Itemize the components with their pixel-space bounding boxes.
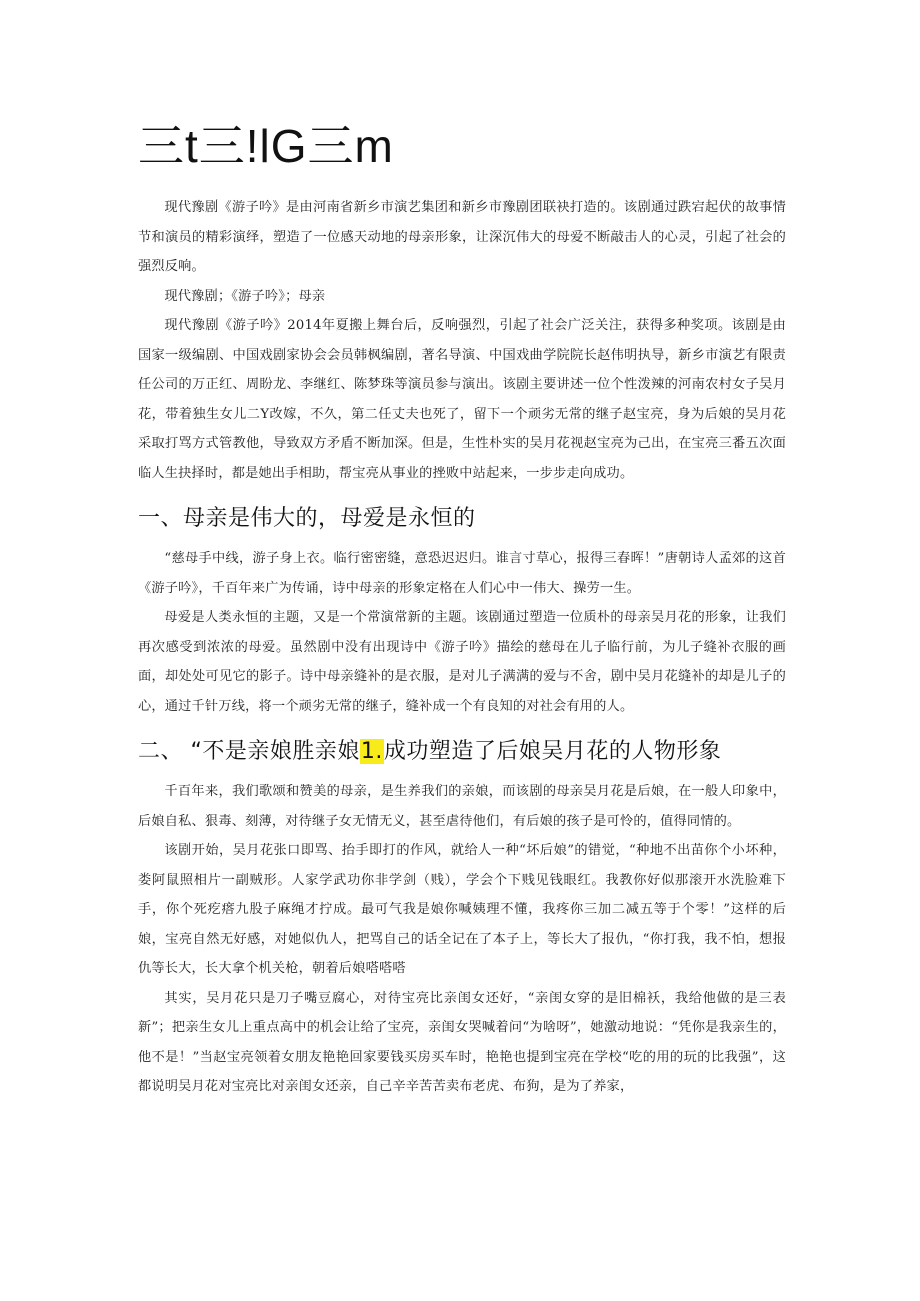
section-1-paragraph-2: 母爱是人类永恒的主题，又是一个常演常新的主题。该剧通过塑造一位质朴的母亲吴月花的形象，让我们再次感受到浓浓的母爱。虽然剧中没有出现诗中《游子吟》描绘的慈母在儿子临行前，为儿子缝补衣服的画面，却处处可见它的影子。诗中母亲缝补的是衣服，是对儿子满满的爱与不舍，剧中吴月花缝补的却是儿子的心，通过千针万线，将一个顽劣无常的继子，缝补成一个有良知的对社会有用的人。 xyxy=(138,610,786,714)
section-2-paragraph-3: 其实，吴月花只是刀子嘴豆腐心，对待宝亮比亲闺女还好，“亲闺女穿的是旧棉袄，我给他做的是三表新”；把亲生女儿上重点高中的机会让给了宝亮，亲闺女哭喊着问“为啥呀”，她激动地说：“凭你是我亲生的，他不是！”当赵宝亮领着女朋友艳艳回家要钱买房买车时，艳艳也提到宝亮在学校“吃的用的玩的比我强”，这都说明吴月花对宝亮比对亲闺女还亲，自己辛辛苦苦卖布老虎、布狗，是为了养家， xyxy=(138,990,786,1094)
section-1-heading: 一、母亲是伟大的，母爱是永恒的 xyxy=(138,506,476,531)
highlight-mark: 1. xyxy=(360,739,383,764)
document-title: 三t三!lG三m xyxy=(138,120,394,172)
section-2-paragraph-1: 千百年来，我们歌颂和赞美的母亲，是生养我们的亲娘，而该剧的母亲吴月花是后娘，在一般人印象中，后娘自私、狠毒、刻薄，对待继子女无情无义，甚至虐待他们，有后娘的孩子是可怜的，值得同情的。 xyxy=(138,784,786,829)
section-2-heading xyxy=(138,735,786,769)
document-body xyxy=(138,193,786,1102)
section-2-heading-post: 成功塑造了后娘吴月花的人物形象 xyxy=(383,739,722,764)
section-1-paragraph-1: “慈母手中线，游子身上衣。临行密密缝，意恐迟迟归。谁言寸草心，报得三春晖！”唐朝诗人孟郊的这首《游子吟》，千百年来广为传诵，诗中母亲的形象定格在人们心中一伟大、操劳一生。 xyxy=(138,551,786,596)
abstract-paragraph: 现代豫剧《游子吟》是由河南省新乡市演艺集团和新乡市豫剧团联袂打造的。该剧通过跌宕起伏的故事情节和演员的精彩演绎，塑造了一位感天动地的母亲形象，让深沉伟大的母爱不断敲击人的心灵，引起了社会的强烈反响。 xyxy=(138,200,786,274)
section-2-heading-pre: 二、 “不是亲娘胜亲娘 xyxy=(138,739,360,764)
intro-paragraph: 现代豫剧《游子吟》2014年夏搬上舞台后，反响强烈，引起了社会广泛关注，获得多种奖项。该剧是由国家一级编剧、中国戏剧家协会会员韩枫编剧，著名导演、中国戏曲学院院长赵伟明执导，新乡市演艺有限责任公司的万正红、周盼龙、李继红、陈梦珠等演员参与演出。该剧主要讲述一位个性泼辣的河南农村女子吴月花，带着独生女儿二Y改嫁，不久，第二任丈夫也死了，留下一个顽劣无常的继子赵宝亮，身为后娘的吴月花采取打骂方式管教他，导致双方矛盾不断加深。但是，生性朴实的吴月花视赵宝亮为己出，在宝亮三番五次面临人生抉择时，都是她出手相助，帮宝亮从事业的挫败中站起来，一步步走向成功。 xyxy=(138,318,786,481)
keywords-paragraph: 现代豫剧；《游子吟》；母亲 xyxy=(164,288,326,304)
section-2-paragraph-2: 该剧开始，吴月花张口即骂、抬手即打的作风，就给人一种“坏后娘”的错觉，“种地不出苗你个小坏种，娄阿鼠照相片一副贼形。人家学武功你非学剑（贱），学会个下贱见钱眼红。我教你好似那滚开水洗脸难下手，你个死疙瘩九股子麻绳才拧成。最可气我是娘你喊姨理不懂，我疼你三加二减五等于个零！”这样的后娘，宝亮自然无好感，对她似仇人，把骂自己的话全记在了本子上，等长大了报仇，“你打我，我不怕，想报仇等长大，长大拿个机关枪，朝着后娘嗒嗒嗒 xyxy=(138,843,786,976)
